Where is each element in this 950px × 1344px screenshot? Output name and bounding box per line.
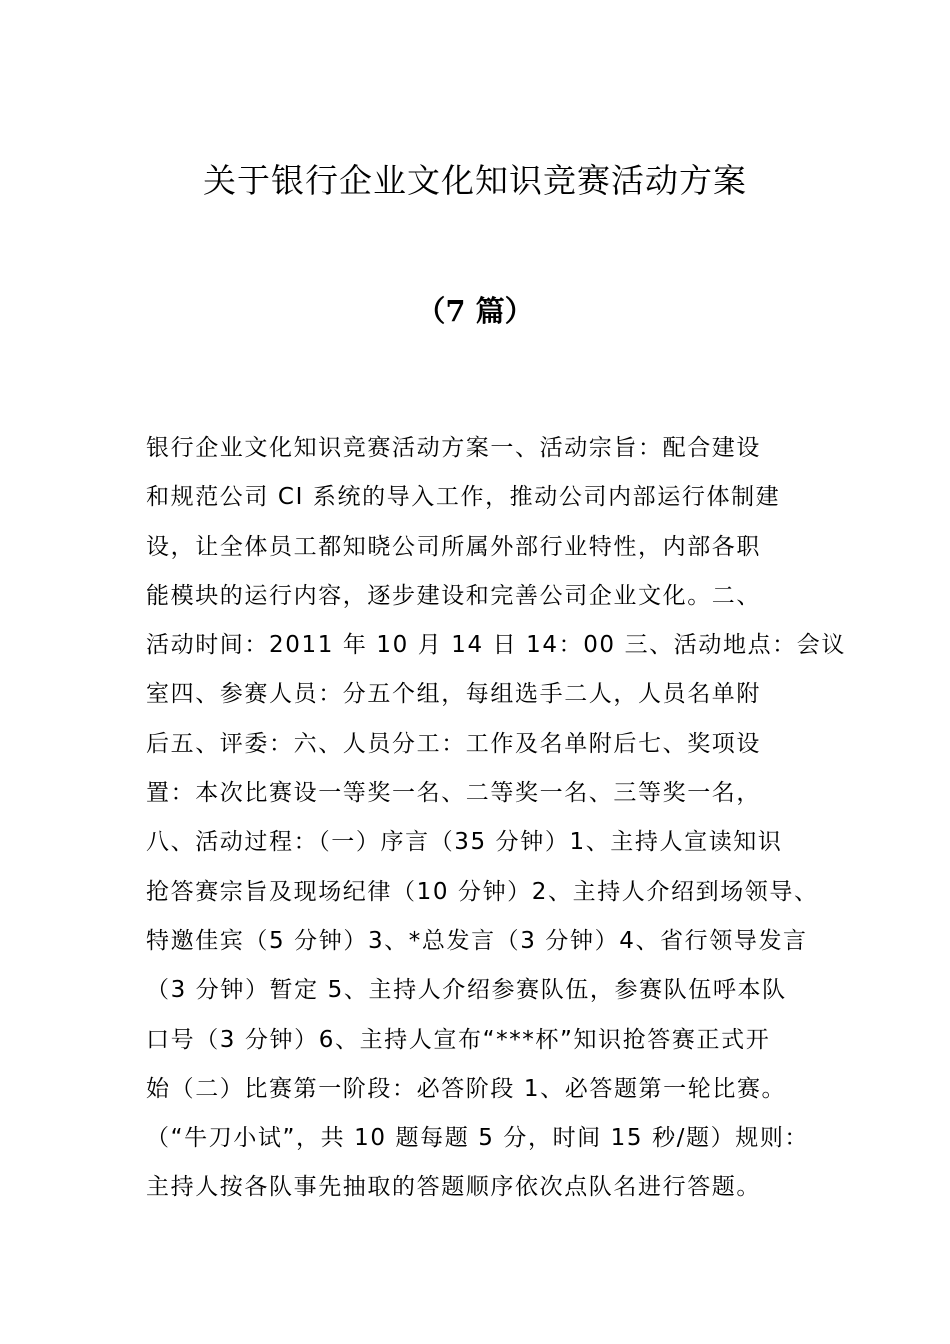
document-subtitle: （7 篇） bbox=[416, 294, 534, 328]
paragraph-line: （“牛刀小试”，共 10 题每题 5 分，时间 15 秒/题）规则： bbox=[146, 1125, 810, 1152]
paragraph-line: 八、活动过程：（一）序言（35 分钟）1、主持人宣读知识 bbox=[146, 829, 783, 856]
paragraph-line: 银行企业文化知识竞赛活动方案一、活动宗旨：配合建设 bbox=[146, 435, 761, 461]
paragraph-line: 口号（3 分钟）6、主持人宣布“***杯”知识抢答赛正式开 bbox=[146, 1026, 771, 1053]
body-paragraph bbox=[146, 424, 846, 1213]
paragraph-line: 室四、参赛人员：分五个组，每组选手二人，人员名单附 bbox=[146, 681, 761, 708]
paragraph-line: 始（二）比赛第一阶段：必答阶段 1、必答题第一轮比赛。 bbox=[146, 1075, 787, 1102]
paragraph-line: 能模块的运行内容，逐步建设和完善公司企业文化。二、 bbox=[146, 582, 761, 609]
document-title: 关于银行企业文化知识竞赛活动方案 bbox=[203, 161, 747, 200]
paragraph-line: 活动时间：2011 年 10 月 14 日 14：00 三、活动地点：会议 bbox=[146, 632, 846, 659]
paragraph-line: 主持人按各队事先抽取的答题顺序依次点队名进行答题。 bbox=[146, 1174, 761, 1201]
paragraph-line: 置：本次比赛设一等奖一名、二等奖一名、三等奖一名， bbox=[146, 780, 761, 807]
paragraph-line: 和规范公司 CI 系统的导入工作，推动公司内部运行体制建 bbox=[146, 484, 781, 511]
paragraph-line: 设，让全体员工都知晓公司所属外部行业特性，内部各职 bbox=[146, 533, 761, 560]
paragraph-line: 抢答赛宗旨及现场纪律（10 分钟）2、主持人介绍到场领导、 bbox=[146, 878, 819, 905]
paragraph-line: 后五、评委：六、人员分工：工作及名单附后七、奖项设 bbox=[146, 730, 761, 757]
paragraph-line: （3 分钟）暂定 5、主持人介绍参赛队伍，参赛队伍呼本队 bbox=[146, 977, 787, 1004]
paragraph-line: 特邀佳宾（5 分钟）3、*总发言（3 分钟）4、省行领导发言 bbox=[146, 927, 808, 954]
